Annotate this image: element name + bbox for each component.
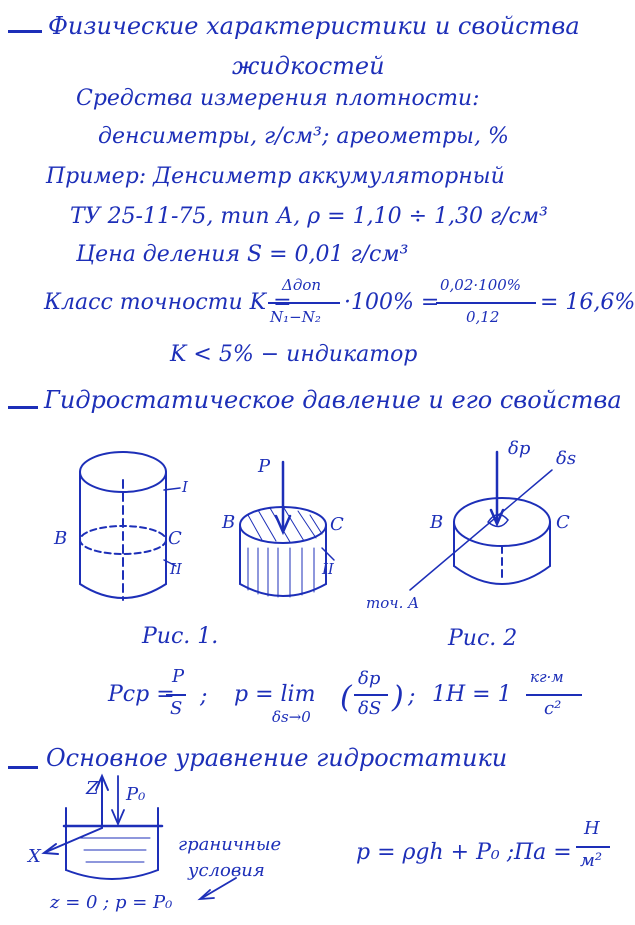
- section3-dash: [8, 766, 38, 769]
- section1-title-line1: Физические характеристики и свойства: [48, 12, 580, 40]
- vessel-label-Z: Z: [86, 778, 99, 799]
- fig1-label-I: I: [182, 478, 188, 496]
- formula-lim-bar: [354, 694, 388, 696]
- formula-lim-sub: δs→0: [272, 708, 311, 726]
- fig2-label-A: точ. A: [366, 594, 419, 612]
- formula-lim-open: (: [340, 680, 352, 715]
- formula-sep2: ;: [408, 684, 416, 709]
- spec-line: ТУ 25-11-75, тип А, ρ = 1,10 ÷ 1,30 г/см³: [70, 204, 548, 229]
- fig-mid-label-P: P: [258, 456, 271, 477]
- fig1-label-C: C: [168, 528, 182, 549]
- formula-newton-den: c²: [544, 698, 562, 719]
- boundary-eq: z = 0 ; p = P₀: [50, 892, 173, 913]
- accuracy-mult: ·100% =: [344, 290, 440, 315]
- fig2-label-ds: δs: [556, 448, 577, 469]
- density-tools-heading: Средства измерения плотности:: [76, 86, 480, 111]
- fig2-label-C: C: [556, 512, 570, 533]
- fig1-label-B: B: [54, 528, 68, 549]
- fig-mid-cylinder: [240, 462, 334, 597]
- pascal-bar: [576, 846, 610, 848]
- formula-pcp: Pср =: [108, 682, 175, 707]
- fig1-label-II: II: [170, 560, 182, 578]
- formula-newton: 1H = 1: [432, 682, 512, 707]
- formula-newton-bar: [526, 694, 582, 696]
- pascal-den: м²: [580, 850, 603, 871]
- hydrostatic-equation: p = ρgh + P₀ ;: [356, 840, 515, 865]
- division-value-line: Цена деления S = 0,01 г/см³: [76, 242, 409, 267]
- indicator-line: K < 5% − индикатор: [170, 342, 418, 367]
- formula-pcp-bar: [166, 694, 186, 696]
- formula-lim-num: δp: [358, 668, 381, 689]
- pascal-num: H: [584, 818, 600, 839]
- accuracy-frac2-den: 0,12: [466, 308, 500, 326]
- section3-title: Основное уравнение гидростатики: [46, 744, 508, 772]
- fig1-cylinder: [80, 452, 180, 600]
- accuracy-frac1-den: N₁−N₂: [270, 308, 321, 326]
- formula-newton-num: кг·м: [530, 668, 564, 686]
- fig-mid-label-II: II: [322, 560, 334, 578]
- fig2-label-B: B: [430, 512, 444, 533]
- fig2-caption: Рис. 2: [448, 626, 518, 651]
- formula-pcp-den: S: [170, 698, 183, 719]
- density-tools-units: денсиметры, г/см³; ареометры, %: [98, 124, 509, 149]
- section2-title: Гидростатическое давление и его свойства: [44, 386, 622, 414]
- accuracy-prefix: Класс точности K =: [44, 290, 292, 315]
- boundary-line1: граничные: [178, 834, 282, 855]
- formula-lim-den: δS: [358, 698, 382, 719]
- fig2-label-dp: δp: [508, 438, 531, 459]
- fig-mid-label-C: C: [330, 514, 344, 535]
- formula-sep1: ;: [200, 684, 208, 709]
- vessel-label-P0: P₀: [126, 784, 146, 805]
- example-line: Пример: Денсиметр аккумуляторный: [46, 164, 505, 189]
- pascal-label: Па =: [514, 840, 572, 865]
- formula-lim-close: ): [392, 680, 404, 715]
- fig-mid-label-B: B: [222, 512, 236, 533]
- accuracy-frac2-num: 0,02·100%: [440, 276, 522, 294]
- formula-pcp-num: P: [172, 666, 185, 687]
- section1-title-line2: жидкостей: [232, 52, 385, 80]
- accuracy-frac1-num: Δдоп: [282, 276, 322, 294]
- formula-p-lim: p = lim: [234, 682, 316, 707]
- fig1-caption: Рис. 1.: [142, 624, 219, 649]
- boundary-line2: условия: [188, 860, 265, 881]
- vessel-label-X: X: [28, 846, 41, 867]
- accuracy-result: = 16,6%: [540, 290, 635, 315]
